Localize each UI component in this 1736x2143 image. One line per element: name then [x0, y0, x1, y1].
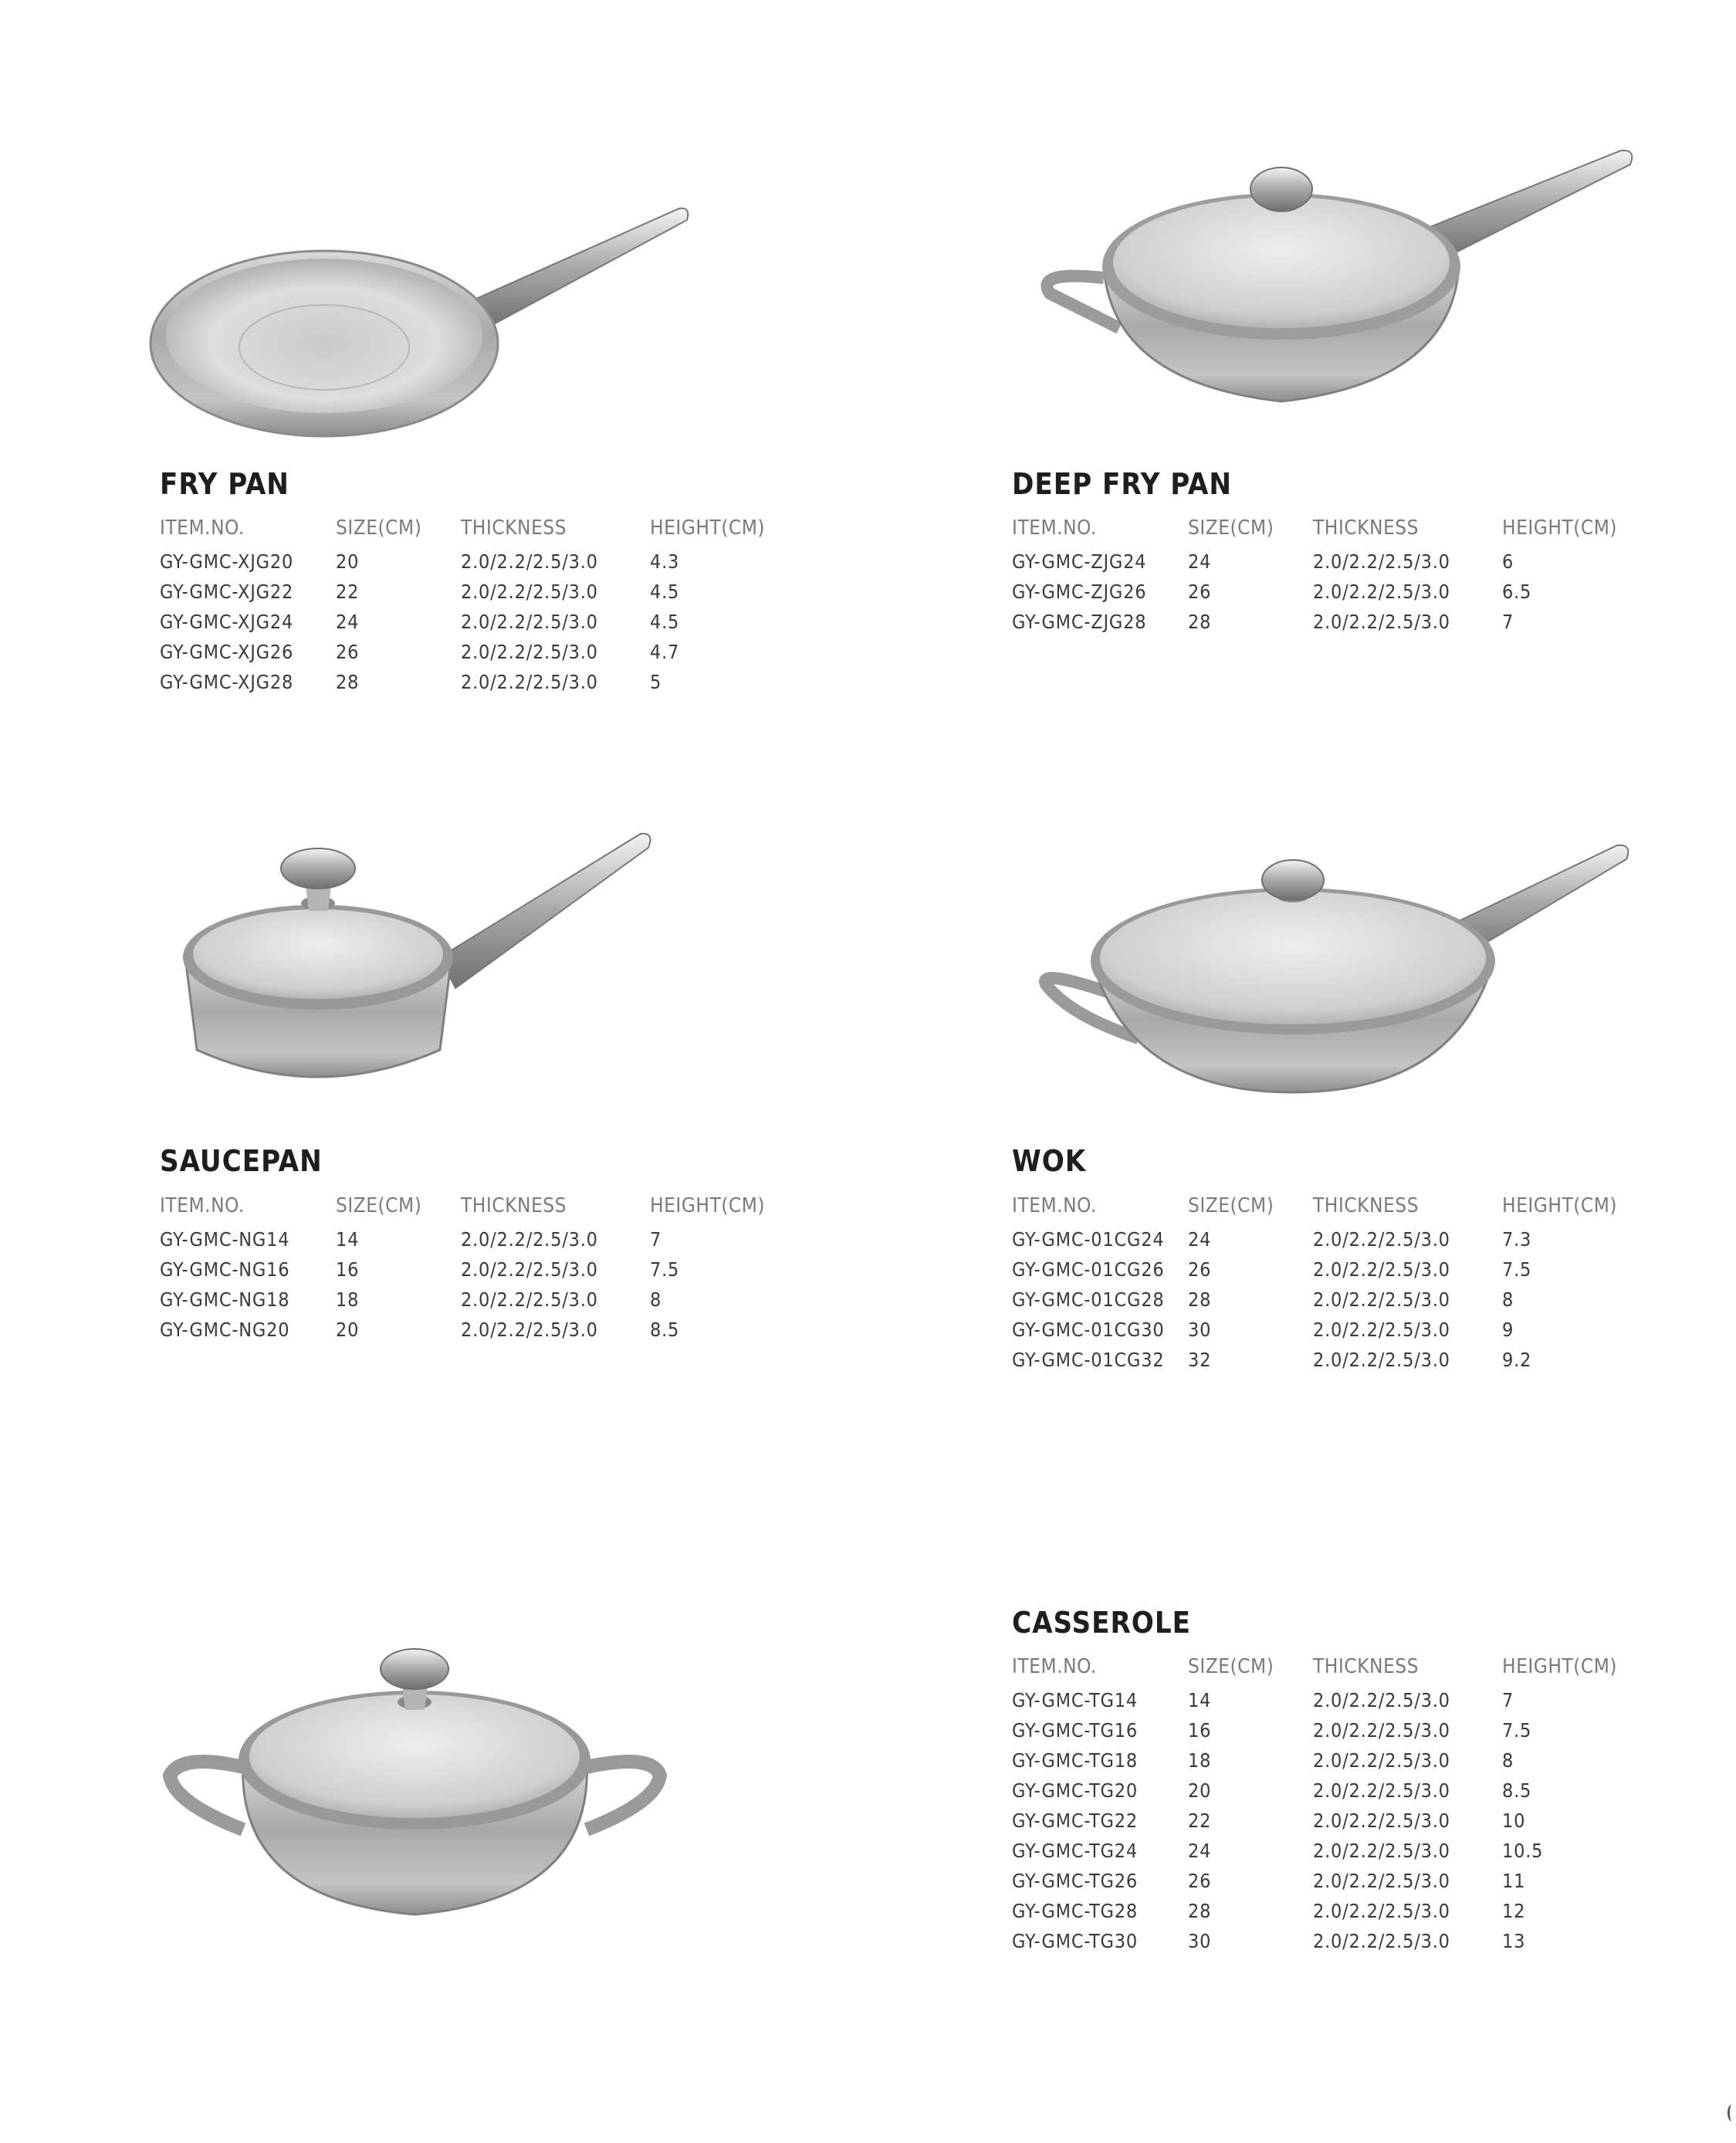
cell-thickness: 2.0/2.2/2.5/3.0 [1313, 1840, 1450, 1862]
cell-thickness: 2.0/2.2/2.5/3.0 [1313, 1689, 1450, 1711]
cell-thickness: 2.0/2.2/2.5/3.0 [1313, 1810, 1450, 1832]
cell-height: 9 [1502, 1319, 1514, 1341]
table-row [1012, 577, 1637, 607]
cell-item-no: GY-GMC-TG20 [1012, 1779, 1138, 1802]
table-row [1012, 1776, 1637, 1806]
cell-thickness: 2.0/2.2/2.5/3.0 [1313, 1288, 1450, 1311]
cell-thickness: 2.0/2.2/2.5/3.0 [1313, 1930, 1450, 1952]
table-row [1012, 1896, 1637, 1926]
wok-icon [1038, 838, 1633, 1100]
cell-height: 7 [1502, 611, 1514, 633]
cell-item-no: GY-GMC-NG20 [160, 1319, 290, 1341]
fry-pan-icon [147, 193, 702, 440]
cell-size: 30 [1188, 1930, 1212, 1952]
cell-height: 4.5 [650, 581, 680, 603]
header-item-no: ITEM.NO. [1012, 1194, 1097, 1217]
table-row [160, 1224, 785, 1254]
cell-height: 4.3 [650, 550, 680, 573]
table-row [160, 1285, 785, 1315]
cell-height: 7.5 [650, 1258, 680, 1281]
table-row [1012, 1315, 1637, 1345]
cell-height: 10 [1502, 1810, 1526, 1832]
cell-height: 5 [650, 671, 662, 693]
cell-thickness: 2.0/2.2/2.5/3.0 [461, 1288, 598, 1311]
cell-thickness: 2.0/2.2/2.5/3.0 [1313, 1349, 1450, 1371]
header-thickness: THICKNESS [1313, 1194, 1419, 1217]
table-row [160, 1315, 785, 1345]
cell-item-no: GY-GMC-NG14 [160, 1228, 290, 1251]
header-height: HEIGHT(CM) [650, 516, 766, 540]
table-row [1012, 1224, 1637, 1254]
cell-thickness: 2.0/2.2/2.5/3.0 [1313, 1870, 1450, 1892]
cell-height: 7.5 [1502, 1258, 1532, 1281]
table-row [1012, 1836, 1637, 1866]
header-height: HEIGHT(CM) [1502, 1194, 1618, 1217]
cell-item-no: GY-GMC-TG28 [1012, 1900, 1138, 1922]
cell-thickness: 2.0/2.2/2.5/3.0 [461, 1319, 598, 1341]
cell-height: 8.5 [650, 1319, 680, 1341]
table-row [1012, 1745, 1637, 1776]
cell-item-no: GY-GMC-NG16 [160, 1258, 290, 1281]
header-height: HEIGHT(CM) [1502, 1655, 1618, 1678]
cell-thickness: 2.0/2.2/2.5/3.0 [1313, 581, 1450, 603]
cell-size: 26 [1188, 581, 1212, 603]
cell-size: 20 [1188, 1779, 1212, 1802]
cell-item-no: GY-GMC-XJG26 [160, 641, 294, 663]
cell-thickness: 2.0/2.2/2.5/3.0 [461, 550, 598, 573]
cell-size: 24 [1188, 1228, 1212, 1251]
cell-item-no: GY-GMC-01CG24 [1012, 1228, 1165, 1251]
cell-size: 18 [1188, 1749, 1212, 1772]
table-row [1012, 1685, 1637, 1715]
cell-item-no: GY-GMC-TG18 [1012, 1749, 1138, 1772]
cell-size: 22 [1188, 1810, 1212, 1832]
cell-item-no: GY-GMC-ZJG24 [1012, 550, 1147, 573]
table-row [160, 547, 785, 577]
cell-thickness: 2.0/2.2/2.5/3.0 [1313, 1258, 1450, 1281]
cell-thickness: 2.0/2.2/2.5/3.0 [1313, 1719, 1450, 1742]
header-height: HEIGHT(CM) [1502, 516, 1618, 540]
cell-thickness: 2.0/2.2/2.5/3.0 [1313, 1779, 1450, 1802]
cell-height: 8.5 [1502, 1779, 1532, 1802]
cell-height: 10.5 [1502, 1840, 1544, 1862]
cell-thickness: 2.0/2.2/2.5/3.0 [1313, 1228, 1450, 1251]
header-thickness: THICKNESS [1313, 516, 1419, 540]
header-size: SIZE(CM) [1188, 516, 1274, 540]
cell-height: 7.5 [1502, 1719, 1532, 1742]
cell-thickness: 2.0/2.2/2.5/3.0 [1313, 1319, 1450, 1341]
header-size: SIZE(CM) [336, 516, 422, 540]
cell-item-no: GY-GMC-TG16 [1012, 1719, 1138, 1742]
cell-size: 16 [336, 1258, 360, 1281]
cell-item-no: GY-GMC-NG18 [160, 1288, 290, 1311]
table-row [1012, 1345, 1637, 1375]
spec-table [1012, 1187, 1637, 1375]
cell-height: 7.3 [1502, 1228, 1532, 1251]
cell-height: 11 [1502, 1870, 1526, 1892]
cell-thickness: 2.0/2.2/2.5/3.0 [1313, 1900, 1450, 1922]
cell-thickness: 2.0/2.2/2.5/3.0 [1313, 611, 1450, 633]
cell-size: 28 [1188, 1288, 1212, 1311]
product-title: SAUCEPAN [160, 1144, 323, 1178]
product-title: FRY PAN [160, 467, 289, 501]
cell-height: 4.7 [650, 641, 680, 663]
table-row [160, 577, 785, 607]
cell-item-no: GY-GMC-TG26 [1012, 1870, 1138, 1892]
table-row [1012, 547, 1637, 577]
spec-table [160, 510, 785, 697]
cell-item-no: GY-GMC-XJG20 [160, 550, 294, 573]
table-row [160, 607, 785, 637]
cell-item-no: GY-GMC-XJG28 [160, 671, 294, 693]
cell-item-no: GY-GMC-XJG24 [160, 611, 294, 633]
cell-height: 8 [1502, 1288, 1514, 1311]
cell-thickness: 2.0/2.2/2.5/3.0 [461, 581, 598, 603]
cell-size: 22 [336, 581, 360, 603]
cell-size: 24 [1188, 550, 1212, 573]
header-thickness: THICKNESS [461, 1194, 567, 1217]
table-row [160, 1254, 785, 1285]
cell-size: 16 [1188, 1719, 1212, 1742]
table-row [160, 667, 785, 697]
cell-item-no: GY-GMC-TG22 [1012, 1810, 1138, 1832]
saucepan-icon [178, 826, 656, 1104]
table-row [160, 637, 785, 667]
table-row [1012, 1285, 1637, 1315]
cell-thickness: 2.0/2.2/2.5/3.0 [461, 671, 598, 693]
spec-table [1012, 510, 1637, 637]
cell-height: 7 [1502, 1689, 1514, 1711]
cell-size: 28 [1188, 611, 1212, 633]
cell-size: 26 [1188, 1870, 1212, 1892]
cell-size: 24 [336, 611, 360, 633]
cell-item-no: GY-GMC-ZJG28 [1012, 611, 1147, 633]
cell-size: 14 [1188, 1689, 1212, 1711]
header-item-no: ITEM.NO. [1012, 1655, 1097, 1678]
cell-item-no: GY-GMC-01CG26 [1012, 1258, 1165, 1281]
cell-size: 28 [1188, 1900, 1212, 1922]
cell-size: 14 [336, 1228, 360, 1251]
spec-table [160, 1187, 785, 1345]
cell-item-no: GY-GMC-01CG30 [1012, 1319, 1165, 1341]
cell-size: 20 [336, 1319, 360, 1341]
cell-size: 30 [1188, 1319, 1212, 1341]
cell-size: 32 [1188, 1349, 1212, 1371]
cell-height: 8 [650, 1288, 662, 1311]
cell-item-no: GY-GMC-TG24 [1012, 1840, 1138, 1862]
header-size: SIZE(CM) [1188, 1655, 1274, 1678]
cell-thickness: 2.0/2.2/2.5/3.0 [1313, 1749, 1450, 1772]
cell-size: 26 [1188, 1258, 1212, 1281]
cell-height: 7 [650, 1228, 662, 1251]
cell-item-no: GY-GMC-ZJG26 [1012, 581, 1147, 603]
cell-size: 20 [336, 550, 360, 573]
cell-height: 4.5 [650, 611, 680, 633]
product-title: WOK [1012, 1144, 1087, 1178]
header-item-no: ITEM.NO. [160, 516, 245, 540]
table-row [1012, 1926, 1637, 1956]
header-item-no: ITEM.NO. [1012, 516, 1097, 540]
cell-item-no: GY-GMC-TG14 [1012, 1689, 1138, 1711]
table-row [1012, 607, 1637, 637]
header-size: SIZE(CM) [1188, 1194, 1274, 1217]
cell-item-no: GY-GMC-TG30 [1012, 1930, 1138, 1952]
deep-fry-pan-icon [1034, 143, 1636, 413]
cell-size: 18 [336, 1288, 360, 1311]
header-item-no: ITEM.NO. [160, 1194, 245, 1217]
product-title: CASSEROLE [1012, 1606, 1191, 1640]
cell-height: 13 [1502, 1930, 1526, 1952]
cell-thickness: 2.0/2.2/2.5/3.0 [461, 641, 598, 663]
cell-item-no: GY-GMC-01CG32 [1012, 1349, 1165, 1371]
table-row [1012, 1254, 1637, 1285]
header-size: SIZE(CM) [336, 1194, 422, 1217]
cell-height: 12 [1502, 1900, 1526, 1922]
table-row [1012, 1866, 1637, 1896]
cell-height: 8 [1502, 1749, 1514, 1772]
product-title: DEEP FRY PAN [1012, 467, 1232, 501]
cell-item-no: GY-GMC-01CG28 [1012, 1288, 1165, 1311]
cell-size: 28 [336, 671, 360, 693]
page-edge-mark [1728, 2104, 1736, 2121]
header-thickness: THICKNESS [1313, 1655, 1419, 1678]
cell-thickness: 2.0/2.2/2.5/3.0 [461, 1228, 598, 1251]
cell-thickness: 2.0/2.2/2.5/3.0 [461, 1258, 598, 1281]
spec-table [1012, 1648, 1637, 1956]
cell-size: 26 [336, 641, 360, 663]
table-row [1012, 1715, 1637, 1745]
cell-height: 6.5 [1502, 581, 1532, 603]
cell-thickness: 2.0/2.2/2.5/3.0 [1313, 550, 1450, 573]
cell-height: 6 [1502, 550, 1514, 573]
cell-size: 24 [1188, 1840, 1212, 1862]
header-thickness: THICKNESS [461, 516, 567, 540]
casserole-icon [158, 1637, 672, 1922]
cell-item-no: GY-GMC-XJG22 [160, 581, 294, 603]
header-height: HEIGHT(CM) [650, 1194, 766, 1217]
table-row [1012, 1806, 1637, 1836]
cell-thickness: 2.0/2.2/2.5/3.0 [461, 611, 598, 633]
cell-height: 9.2 [1502, 1349, 1532, 1371]
